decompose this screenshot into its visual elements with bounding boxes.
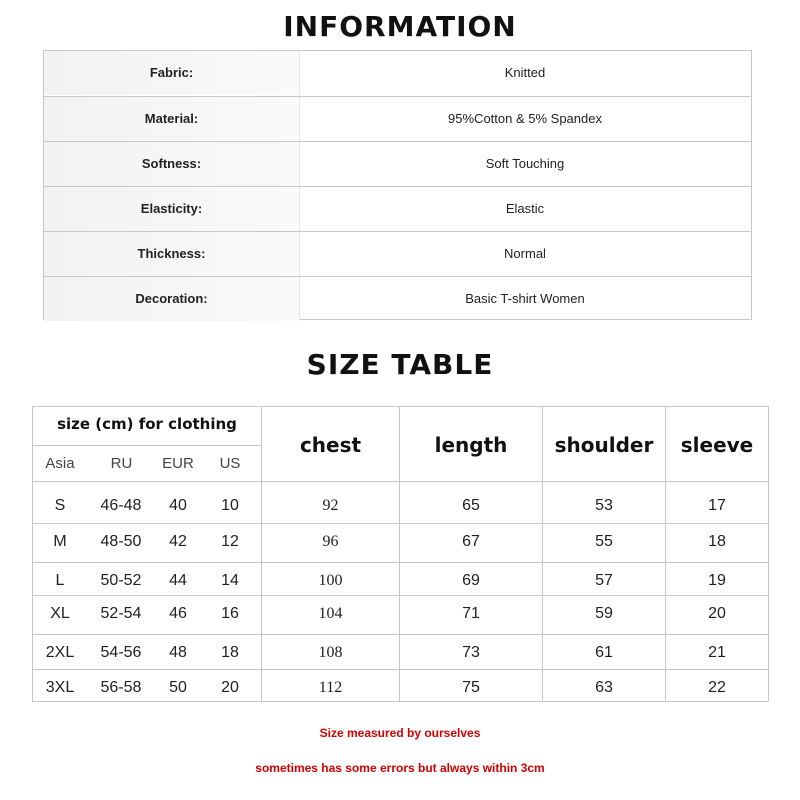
row-divider bbox=[33, 595, 768, 596]
size-cell-chest: 92 bbox=[322, 497, 339, 514]
size-cell-us: 18 bbox=[221, 644, 239, 661]
size-cell-length: 73 bbox=[462, 644, 480, 661]
size-cell-shoulder: 53 bbox=[595, 497, 613, 514]
info-value: 95%Cotton & 5% Spandex bbox=[448, 111, 602, 126]
size-cell-shoulder: 55 bbox=[595, 533, 613, 550]
size-cell-ru: 50-52 bbox=[100, 572, 142, 589]
size-cell-sleeve: 20 bbox=[708, 605, 726, 622]
note-measured: Size measured by ourselves bbox=[319, 726, 481, 740]
size-caption: size (cm) for clothing bbox=[57, 415, 237, 433]
size-cell-eur: 46 bbox=[169, 605, 187, 622]
info-row bbox=[44, 276, 751, 321]
size-cell-us: 12 bbox=[221, 533, 239, 550]
size-cell-asia: 2XL bbox=[45, 644, 75, 661]
size-cell-sleeve: 19 bbox=[708, 572, 726, 589]
caption-divider bbox=[33, 445, 261, 446]
size-cell-sleeve: 17 bbox=[708, 497, 726, 514]
size-cell-us: 20 bbox=[221, 679, 239, 696]
info-row bbox=[44, 96, 751, 141]
size-cell-chest: 96 bbox=[322, 533, 339, 550]
size-cell-shoulder: 61 bbox=[595, 644, 613, 661]
header-chest: chest bbox=[299, 433, 362, 457]
size-cell-sleeve: 22 bbox=[708, 679, 726, 696]
info-row bbox=[44, 51, 751, 96]
size-cell-eur: 44 bbox=[169, 572, 187, 589]
size-cell-sleeve: 21 bbox=[708, 644, 726, 661]
size-cell-ru: 52-54 bbox=[100, 605, 142, 622]
row-divider bbox=[33, 634, 768, 635]
size-cell-chest: 100 bbox=[318, 572, 343, 589]
info-row bbox=[44, 141, 751, 186]
size-cell-eur: 48 bbox=[169, 644, 187, 661]
size-cell-length: 71 bbox=[462, 605, 480, 622]
header-shoulder: shoulder bbox=[554, 433, 654, 457]
size-cell-asia: M bbox=[53, 533, 67, 550]
header-sleeve: sleeve bbox=[680, 433, 754, 457]
size-cell-shoulder: 59 bbox=[595, 605, 613, 622]
info-label: Decoration: bbox=[44, 277, 300, 321]
row-divider bbox=[33, 669, 768, 670]
size-cell-asia: L bbox=[55, 572, 65, 589]
header-divider bbox=[33, 481, 768, 482]
note-tolerance: sometimes has some errors but always within 3cm bbox=[255, 761, 545, 775]
size-cell-chest: 104 bbox=[318, 605, 343, 622]
info-label: Elasticity: bbox=[44, 187, 300, 231]
info-label: Material: bbox=[44, 97, 300, 141]
info-label: Thickness: bbox=[44, 232, 300, 276]
size-cell-length: 65 bbox=[462, 497, 480, 514]
size-cell-ru: 46-48 bbox=[100, 497, 142, 514]
size-cell-us: 10 bbox=[221, 497, 239, 514]
information-table bbox=[43, 50, 752, 320]
sub-header-eur: EUR bbox=[162, 455, 194, 472]
size-cell-chest: 112 bbox=[318, 679, 343, 696]
size-cell-length: 69 bbox=[462, 572, 480, 589]
size-cell-asia: 3XL bbox=[45, 679, 75, 696]
size-table bbox=[32, 406, 769, 702]
size-cell-ru: 48-50 bbox=[100, 533, 142, 550]
size-cell-asia: XL bbox=[50, 605, 70, 622]
size-cell-chest: 108 bbox=[318, 644, 343, 661]
size-table-title: SIZE TABLE bbox=[306, 348, 494, 381]
sub-header-asia: Asia bbox=[45, 455, 75, 472]
info-value: Normal bbox=[504, 246, 546, 261]
size-cell-eur: 40 bbox=[169, 497, 187, 514]
size-cell-length: 67 bbox=[462, 533, 480, 550]
info-value: Soft Touching bbox=[485, 156, 565, 171]
sub-header-us: US bbox=[219, 455, 241, 472]
sub-header-ru: RU bbox=[110, 455, 133, 472]
header-length: length bbox=[434, 433, 508, 457]
size-cell-us: 14 bbox=[221, 572, 239, 589]
size-cell-ru: 54-56 bbox=[100, 644, 142, 661]
row-divider bbox=[33, 562, 768, 563]
information-title: INFORMATION bbox=[283, 10, 517, 43]
size-cell-length: 75 bbox=[462, 679, 480, 696]
size-cell-ru: 56-58 bbox=[100, 679, 142, 696]
size-cell-asia: S bbox=[54, 497, 66, 514]
size-cell-eur: 50 bbox=[169, 679, 187, 696]
info-row bbox=[44, 186, 751, 231]
size-cell-us: 16 bbox=[221, 605, 239, 622]
info-label: Fabric: bbox=[44, 51, 300, 95]
info-value: Basic T-shirt Women bbox=[465, 291, 585, 306]
size-cell-eur: 42 bbox=[169, 533, 187, 550]
info-value: Knitted bbox=[504, 65, 546, 80]
info-row bbox=[44, 231, 751, 276]
info-value: Elastic bbox=[505, 201, 545, 216]
size-cell-shoulder: 63 bbox=[595, 679, 613, 696]
row-divider bbox=[33, 523, 768, 524]
size-cell-sleeve: 18 bbox=[708, 533, 726, 550]
size-cell-shoulder: 57 bbox=[595, 572, 613, 589]
info-label: Softness: bbox=[44, 142, 300, 186]
